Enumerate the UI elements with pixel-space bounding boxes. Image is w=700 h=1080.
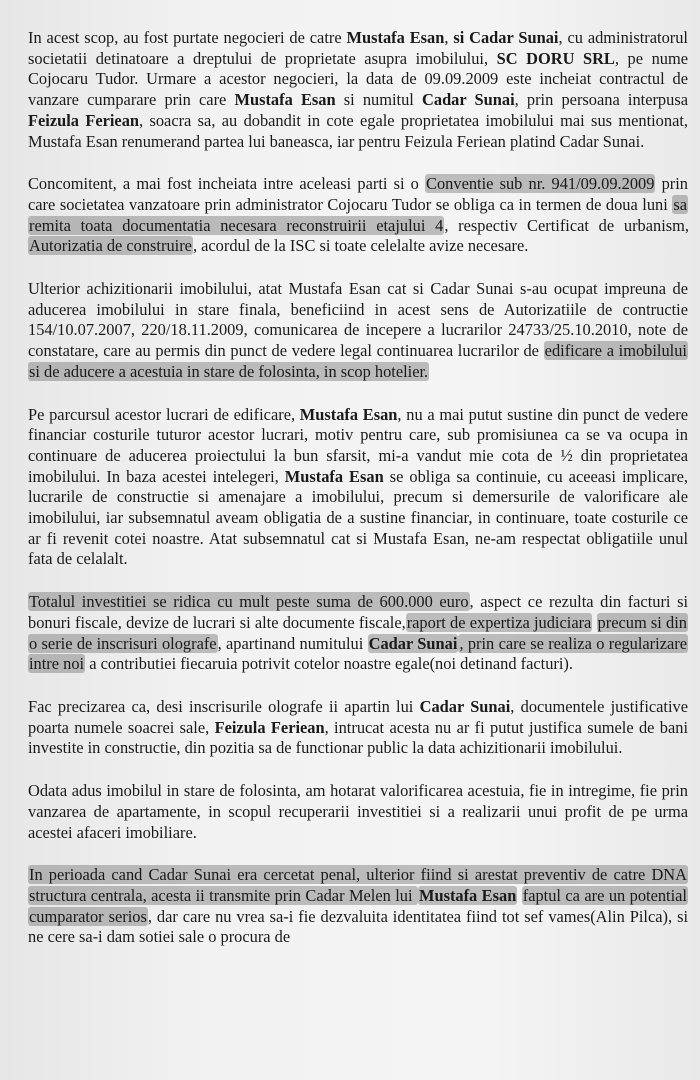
bold-name-text: Mustafa Esan xyxy=(284,466,384,486)
highlighted-text: precum si din o serie de inscrisuri olografe xyxy=(29,612,687,653)
bold-name-text: Feizula Feriean xyxy=(28,110,140,130)
bold-name-text: Cadar Sunai xyxy=(419,696,511,716)
text-run: , acordul de la ISC si toate celelalte avize necesare. xyxy=(192,236,529,256)
bold-name-text: Mustafa Esan xyxy=(234,90,336,110)
text-run: Fac precizarea ca, desi inscrisurile olografe ii apartin lui xyxy=(28,696,420,716)
paragraph-conventie xyxy=(28,174,688,257)
highlighted-text: sa remita toata documentatia necesara reconstruirii etajului 4 xyxy=(29,194,687,235)
text-run: , nu a mai putut sustine din punct de vedere financiar costurile tuturor acestor lucrari, motiv pentru care, sub promisiunea ca se va ocupa in continuare de aducerea proiectului la bun sfarsit, mi-a vandut mie cota de ½ din proprietatea imobilului. In baza acestei intelegeri, xyxy=(28,404,689,486)
bold-name-text: SC DORU SRL xyxy=(496,48,615,68)
bold-name-text: Feizula Feriean xyxy=(214,717,325,737)
text-run: , cu administratorul societatii detinatoare a dreptului de proprietate asupra imobilului, xyxy=(28,28,688,68)
text-run: si numitul xyxy=(335,90,423,110)
text-run: Odata adus imobilul in stare de folosinta, am hotarat valorificarea acestuia, fie in intregime, fie prin vanzarea de apartamente, in scopul recuperarii investitiei si a realizarii unui profit de pe urma acestei afaceri imobiliare. xyxy=(28,781,688,842)
text-run: Ulterior achizitionarii imobilului, atat Mustafa Esan cat si Cadar Sunai s-au ocupat impreuna de aducerea imobilului in stare finala, beneficiind in acest sens de Autorizatiile de contructie 154/10.07.2007, 220/18.11.2009, comunicarea de incepere a lucrarilor 24733/25.10.2010, note de constatare, care au permis din punct de vedere legal continuarea lucrarilor de xyxy=(28,279,688,361)
bold-name-text: Mustafa Esan xyxy=(299,404,398,424)
bold-name-text: Cadar Sunai xyxy=(422,90,515,110)
text-run: Pe parcursul acestor lucrari de edificare, xyxy=(28,404,300,424)
text-run: , prin persoana interpusa xyxy=(514,90,688,110)
highlighted-text: faptul ca are un potential cumparator serios xyxy=(29,885,687,926)
highlighted-bold-text: Cadar Sunai xyxy=(368,633,458,653)
highlighted-text: Totalul investitiei se ridica cu mult peste suma de 600.000 euro xyxy=(29,592,469,612)
paragraph-negocieri xyxy=(28,28,688,152)
text-run: , dar care nu vrea sa-i fie dezvaluita identitatea fiind tot sef vames(Alin Pilca), si ne cere sa-i dam sotiei sale o procura de xyxy=(28,906,688,947)
paragraph-vanzare-cota xyxy=(28,405,688,571)
text-run: , soacra sa, au dobandit in cote egale proprietatea imobilului mai sus mentionat, Mustafa Esan renumerand partea lui baneasca, iar pentru Feizula Feriean platind Cadar Sunai. xyxy=(28,110,688,151)
text-run: se obliga sa continuie, cu aceeasi implicare, lucrarile de constructie si amenajare a imobilului, precum si demersurile de valorificare ale imobilului, iar subsemnatul aveam obligatia de a sustine financiar, in continuare, toate costurile ce ar fi revenit cotei noastre. Atat subsemnatul cat si Mustafa Esan, ne-am respectat obligatiile unul fata de celalalt. xyxy=(28,466,688,569)
paragraph-perioada-cercetare xyxy=(28,865,688,948)
text-run: Concomitent, a mai fost incheiata intre aceleasi parti si o xyxy=(28,174,426,194)
bold-name-text: Mustafa Esan xyxy=(346,28,445,47)
bold-name-text: si Cadar Sunai xyxy=(453,28,559,47)
text-run: , intrucat acesta nu ar fi putut justifica sumele de bani investite in constructie, din pozitia sa de functionar public la data achizitionarii imobilului. xyxy=(28,717,688,758)
text-run: prin care societatea vanzatoare prin administrator Cojocaru Tudor se obliga ca in termen de doua luni xyxy=(28,174,688,214)
text-run: In acest scop, au fost purtate negocieri de catre xyxy=(28,28,347,47)
highlighted-text: raport de expertiza judiciara xyxy=(406,612,592,632)
paragraph-precizare xyxy=(28,697,688,759)
text-run: , apartinand numitului xyxy=(217,633,368,653)
text-run: , documentele justificative poarta numele soacrei sale, xyxy=(28,696,689,737)
text-run xyxy=(592,613,596,632)
text-run: , pe nume Cojocaru Tudor. Urmare a acestor negocieri, la data de 09.09.2009 este incheiat contractul de vanzare cumparare prin care xyxy=(28,48,688,110)
paragraph-investitie xyxy=(28,592,688,675)
highlighted-text: Autorizatia de construire xyxy=(29,236,192,256)
text-run: , xyxy=(444,28,454,47)
text-run: , aspect ce rezulta din facturi si bonuri fiscale, devize de lucrari si alte documente fiscale, xyxy=(28,592,688,632)
paragraph-autorizatii xyxy=(28,279,688,383)
text-run: , respectiv Certificat de urbanism, xyxy=(444,215,689,235)
paragraph-valorificare xyxy=(28,781,688,843)
highlighted-text: Conventie sub nr. 941/09.09.2009 xyxy=(426,174,655,194)
highlighted-text: In perioada cand Cadar Sunai era cercetat penal, ulterior fiind si arestat preventiv de catre DNA structura centrala, acesta ii transmite prin Cadar Melen lui xyxy=(29,865,687,905)
highlighted-text: , prin care se realiza o regularizare intre noi xyxy=(29,633,687,674)
text-run: a contributiei fiecaruia potrivit cotelor noastre egale(noi detinand facturi). xyxy=(85,654,573,674)
highlighted-text: edificare a imobilului si de aducere a acestuia in stare de folosinta, in scop hotelier. xyxy=(29,341,687,381)
highlighted-bold-text: Mustafa Esan xyxy=(418,885,517,905)
document-body xyxy=(28,28,688,948)
